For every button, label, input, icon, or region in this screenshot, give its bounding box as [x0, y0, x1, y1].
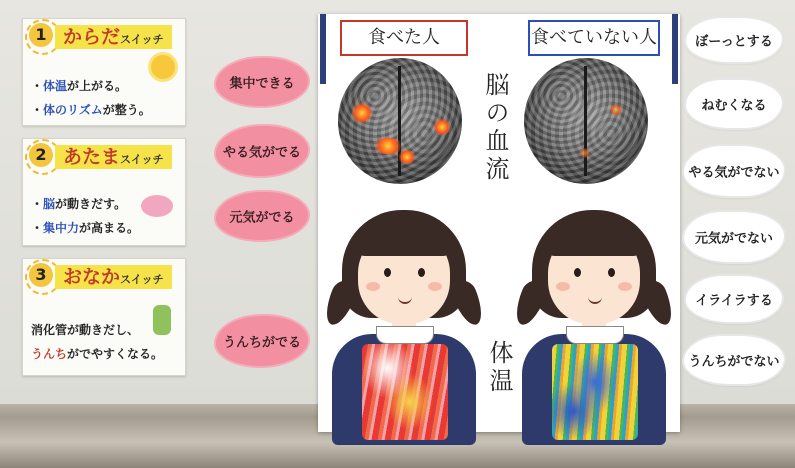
brain-flow-label: 脳の血流	[481, 72, 509, 184]
switch-card-body	[22, 18, 186, 126]
card-line: 消化管が動きだし、	[31, 323, 140, 337]
brain-scan-ate	[338, 58, 462, 184]
card-switch-label: スイッチ	[120, 153, 164, 166]
card-line: ・体温が上がる。	[31, 79, 128, 93]
pink-label: うんちがでる	[214, 314, 310, 368]
card-title	[55, 265, 172, 289]
pink-label: 元気がでる	[214, 190, 310, 242]
comparison-poster	[318, 14, 680, 432]
card-title	[55, 25, 172, 49]
poster-pin	[672, 14, 678, 84]
switch-card-head	[22, 138, 186, 246]
pink-label: やる気がでる	[214, 124, 310, 178]
card-title-text: あたま	[63, 146, 121, 168]
card-line: ・体のリズムが整う。	[31, 103, 151, 117]
not-ate-label: 食べていない人	[528, 20, 660, 56]
sun-icon	[151, 55, 175, 79]
card-number-badge: 1	[29, 23, 53, 47]
white-label: ぼーっとする	[686, 18, 782, 62]
brain-icon	[141, 195, 173, 217]
switch-card-stomach	[22, 258, 186, 376]
card-number-badge: 3	[29, 263, 53, 287]
child-icon	[153, 305, 171, 335]
white-label: うんちがでない	[684, 336, 784, 384]
white-label: やる気がでない	[684, 146, 784, 196]
card-title-text: からだ	[63, 26, 121, 48]
poster-pin	[320, 14, 326, 84]
card-switch-label: スイッチ	[120, 273, 164, 286]
card-title	[55, 145, 172, 169]
card-line: ・脳が動きだす。	[31, 197, 127, 211]
body-temp-label: 体温	[485, 340, 513, 396]
girl-not-ate-illustration	[514, 210, 674, 445]
card-switch-label: スイッチ	[120, 33, 164, 46]
card-line: ・集中力が高まる。	[31, 221, 140, 235]
card-title-text: おなか	[63, 266, 121, 288]
white-label: 元気がでない	[684, 212, 784, 262]
girl-ate-illustration	[324, 210, 484, 445]
brain-scan-not-ate	[524, 58, 648, 184]
thermography-not-ate	[552, 344, 638, 440]
pink-label: 集中できる	[214, 56, 310, 108]
thermography-ate	[362, 344, 448, 440]
white-label: ねむくなる	[686, 80, 782, 128]
card-line: うんちがでやすくなる。	[31, 347, 164, 361]
white-label: イライラする	[686, 276, 782, 322]
ate-label: 食べた人	[340, 20, 468, 56]
card-number-badge: 2	[29, 143, 53, 167]
